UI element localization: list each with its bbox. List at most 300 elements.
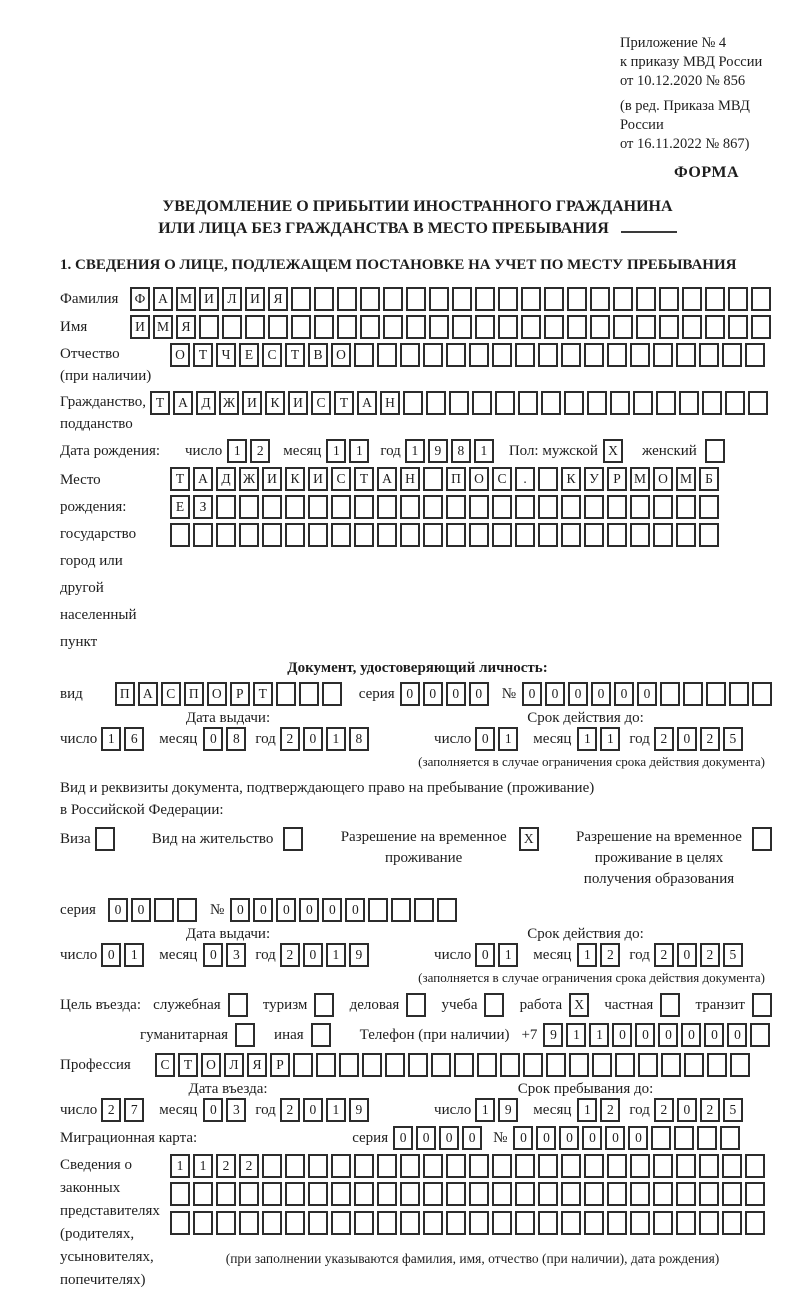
char-cell: С	[311, 391, 331, 415]
char-cell: И	[288, 391, 308, 415]
title-blank-line	[621, 231, 677, 233]
char-cell	[751, 315, 771, 339]
phone-label: Телефон (при наличии)	[359, 1027, 510, 1043]
purpose-transit-checkbox	[752, 993, 775, 1017]
char-cell	[653, 523, 673, 547]
char-cell	[469, 1211, 489, 1235]
citizenship-label-line2: подданство	[60, 416, 133, 432]
residence-doc-intro2: в Российской Федерации:	[60, 802, 224, 818]
char-cell: 0	[522, 682, 542, 706]
char-cell: 0	[203, 943, 223, 967]
char-cell	[283, 827, 303, 851]
char-cell	[285, 1154, 305, 1178]
char-cell: 0	[536, 1126, 556, 1150]
char-cell	[222, 315, 242, 339]
char-cell: М	[153, 315, 173, 339]
char-cell: П	[446, 467, 466, 491]
birth-place-label-line4: населенный пункт	[60, 607, 137, 650]
char-cell	[446, 1154, 466, 1178]
char-cell: П	[115, 682, 135, 706]
birth-place-cells-row2	[170, 495, 722, 519]
char-cell: 2	[600, 943, 620, 967]
char-cell	[498, 287, 518, 311]
char-cell: 0	[681, 1023, 701, 1047]
char-cell: 8	[349, 727, 369, 751]
char-cell	[752, 682, 772, 706]
char-cell	[437, 898, 457, 922]
char-cell: А	[377, 467, 397, 491]
char-cell: 0	[677, 1098, 697, 1122]
residence-permit-checkbox	[283, 827, 306, 851]
char-cell: 6	[124, 727, 144, 751]
stay-until-date	[434, 1098, 746, 1122]
char-cell: О	[170, 343, 190, 367]
day-label: число	[60, 1102, 98, 1118]
amendment-block	[620, 97, 775, 154]
char-cell	[314, 993, 334, 1017]
char-cell	[337, 287, 357, 311]
temp-residence-permit-label: Разрешение на временное проживание	[340, 829, 507, 866]
char-cell: Т	[253, 682, 273, 706]
char-cell: 0	[439, 1126, 459, 1150]
char-cell	[705, 315, 725, 339]
issue-day-cells	[101, 727, 147, 751]
char-cell	[431, 1053, 451, 1077]
char-cell: 0	[658, 1023, 678, 1047]
sex-female-label: женский	[641, 443, 697, 459]
char-cell: 2	[101, 1098, 121, 1122]
char-cell: Т	[170, 467, 190, 491]
char-cell	[676, 1154, 696, 1178]
char-cell: 0	[276, 898, 296, 922]
char-cell	[454, 1053, 474, 1077]
char-cell: Я	[247, 1053, 267, 1077]
year-label: год	[255, 1102, 276, 1118]
char-cell	[452, 287, 472, 311]
char-cell	[322, 682, 342, 706]
char-cell: Н	[400, 467, 420, 491]
char-cell	[615, 1053, 635, 1077]
char-cell	[697, 1126, 717, 1150]
citizenship-label-line1: Гражданство,	[60, 394, 147, 410]
char-cell: 1	[589, 1023, 609, 1047]
char-cell: И	[199, 287, 219, 311]
char-cell	[729, 682, 749, 706]
char-cell	[651, 1126, 671, 1150]
expiry-year-cells	[654, 943, 746, 967]
char-cell: 9	[349, 1098, 369, 1122]
char-cell: 2	[250, 439, 270, 463]
char-cell: 2	[280, 943, 300, 967]
char-cell	[702, 391, 722, 415]
issue-year-cells	[280, 727, 372, 751]
char-cell: А	[138, 682, 158, 706]
char-cell	[500, 1053, 520, 1077]
char-cell: Б	[699, 467, 719, 491]
expiry-day-cells	[475, 943, 521, 967]
char-cell: 0	[462, 1126, 482, 1150]
char-cell	[354, 1211, 374, 1235]
char-cell: 0	[203, 727, 223, 751]
purpose-tourism-checkbox	[314, 993, 337, 1017]
char-cell	[613, 287, 633, 311]
char-cell	[699, 343, 719, 367]
char-cell: О	[201, 1053, 221, 1077]
char-cell	[469, 523, 489, 547]
char-cell: 1	[566, 1023, 586, 1047]
representatives-cells-row2	[170, 1182, 768, 1206]
char-cell: С	[331, 467, 351, 491]
char-cell	[492, 1154, 512, 1178]
char-cell	[515, 495, 535, 519]
char-cell	[538, 1182, 558, 1206]
char-cell	[564, 391, 584, 415]
char-cell: О	[653, 467, 673, 491]
expiry-month-cells	[577, 727, 623, 751]
birth-month-cells	[326, 439, 372, 463]
char-cell	[676, 343, 696, 367]
year-label: год	[380, 443, 401, 459]
residence-doc-dates-row	[60, 943, 775, 967]
char-cell	[745, 1154, 765, 1178]
stay-year-cells	[654, 1098, 746, 1122]
char-cell	[584, 343, 604, 367]
char-cell	[676, 1182, 696, 1206]
char-cell	[331, 1154, 351, 1178]
char-cell	[423, 343, 443, 367]
char-cell: 5	[723, 727, 743, 751]
char-cell: 5	[723, 943, 743, 967]
purpose-humanitarian-checkbox	[235, 1023, 258, 1047]
char-cell	[706, 682, 726, 706]
migration-series-cells	[393, 1126, 485, 1150]
phone-cells	[543, 1023, 773, 1047]
char-cell	[630, 495, 650, 519]
char-cell	[446, 343, 466, 367]
amendment-line: (в ред. Приказа МВД России	[620, 98, 750, 133]
char-cell: С	[262, 343, 282, 367]
char-cell	[561, 495, 581, 519]
stay-until-heading: Срок пребывания до:	[517, 1081, 654, 1097]
char-cell	[216, 1182, 236, 1206]
residence-doc-note: (заполняется в случае ограничения срока действия документа)	[418, 970, 765, 985]
char-cell	[423, 1154, 443, 1178]
char-cell	[607, 343, 627, 367]
char-cell	[515, 1182, 535, 1206]
appendix-line: от 10.12.2020 № 856	[620, 73, 746, 89]
char-cell	[561, 1211, 581, 1235]
char-cell	[745, 343, 765, 367]
char-cell: 1	[326, 943, 346, 967]
char-cell	[377, 1211, 397, 1235]
char-cell	[752, 827, 772, 851]
title-line2: ИЛИ ЛИЦА БЕЗ ГРАЖДАНСТВА В МЕСТО ПРЕБЫВАНИЯ	[158, 220, 609, 237]
char-cell: О	[469, 467, 489, 491]
char-cell	[193, 523, 213, 547]
char-cell	[308, 495, 328, 519]
doc-type-cells	[115, 682, 345, 706]
char-cell	[446, 1211, 466, 1235]
appendix-line: Приложение № 4	[620, 35, 727, 51]
expiry-date-heading: Срок действия до:	[527, 710, 644, 726]
char-cell: 0	[108, 898, 128, 922]
char-cell: 0	[423, 682, 443, 706]
char-cell	[607, 1154, 627, 1178]
sex-male-label: Пол: мужской	[508, 443, 598, 459]
residence-series-cells	[108, 898, 200, 922]
char-cell: 0	[582, 1126, 602, 1150]
purpose-option-other: иная	[274, 1023, 334, 1047]
expiry-month-cells	[577, 943, 623, 967]
amendment-line: от 16.11.2022 № 867)	[620, 136, 750, 152]
profession-label: Профессия	[60, 1057, 131, 1073]
char-cell	[406, 315, 426, 339]
char-cell: 0	[677, 727, 697, 751]
char-cell	[472, 391, 492, 415]
char-cell	[498, 315, 518, 339]
char-cell: Д	[216, 467, 236, 491]
given-name-cells	[130, 315, 774, 339]
char-cell	[653, 495, 673, 519]
document-title	[60, 196, 775, 240]
char-cell	[400, 495, 420, 519]
char-cell	[400, 1154, 420, 1178]
char-cell: 0	[303, 1098, 323, 1122]
year-label: год	[629, 1102, 650, 1118]
char-cell	[633, 391, 653, 415]
migration-card-row	[60, 1126, 775, 1150]
issue-month-cells	[203, 727, 249, 751]
title-line1: УВЕДОМЛЕНИЕ О ПРИБЫТИИ ИНОСТРАННОГО ГРАЖДАНИНА	[162, 198, 673, 215]
char-cell	[587, 391, 607, 415]
purpose-option-private: частная	[604, 993, 683, 1017]
char-cell: 2	[239, 1154, 259, 1178]
char-cell: И	[242, 391, 262, 415]
year-label: год	[629, 731, 650, 747]
birth-place-label	[60, 467, 170, 656]
char-cell	[469, 1154, 489, 1178]
char-cell: 2	[600, 1098, 620, 1122]
char-cell	[538, 523, 558, 547]
char-cell: .	[515, 467, 535, 491]
char-cell	[728, 315, 748, 339]
char-cell	[400, 523, 420, 547]
char-cell: 2	[216, 1154, 236, 1178]
char-cell	[154, 898, 174, 922]
char-cell	[699, 495, 719, 519]
char-cell: 1	[326, 1098, 346, 1122]
char-cell	[339, 1053, 359, 1077]
char-cell: X	[603, 439, 623, 463]
visa-label: Виза	[60, 831, 91, 847]
char-cell	[728, 287, 748, 311]
char-cell	[722, 343, 742, 367]
char-cell	[308, 1182, 328, 1206]
char-cell: 0	[131, 898, 151, 922]
char-cell	[630, 343, 650, 367]
birth-place-label-line2: государство	[60, 526, 137, 542]
char-cell: 0	[605, 1126, 625, 1150]
char-cell: К	[561, 467, 581, 491]
char-cell	[400, 343, 420, 367]
char-cell	[331, 495, 351, 519]
identity-doc-heading: Документ, удостоверяющий личность:	[287, 660, 548, 676]
char-cell	[331, 1182, 351, 1206]
char-cell	[676, 495, 696, 519]
char-cell: С	[492, 467, 512, 491]
char-cell	[377, 343, 397, 367]
char-cell: 0	[591, 682, 611, 706]
patronymic-row	[60, 343, 775, 387]
char-cell	[285, 1182, 305, 1206]
char-cell	[216, 523, 236, 547]
representatives-cells-row3	[170, 1211, 768, 1235]
char-cell	[592, 1053, 612, 1077]
char-cell	[653, 1154, 673, 1178]
char-cell	[216, 495, 236, 519]
char-cell: Т	[334, 391, 354, 415]
char-cell	[360, 315, 380, 339]
char-cell: 1	[124, 943, 144, 967]
char-cell	[720, 1126, 740, 1150]
char-cell	[262, 523, 282, 547]
char-cell: 0	[446, 682, 466, 706]
char-cell	[239, 1211, 259, 1235]
purpose-study-checkbox	[484, 993, 507, 1017]
purpose-work-checkbox	[569, 993, 592, 1017]
char-cell	[262, 1154, 282, 1178]
stay-day-cells	[475, 1098, 521, 1122]
purpose-option-work: работа X	[520, 993, 593, 1017]
char-cell	[684, 1053, 704, 1077]
char-cell: 0	[559, 1126, 579, 1150]
char-cell	[446, 495, 466, 519]
purpose-option-humanitarian: гуманитарная	[140, 1023, 258, 1047]
char-cell	[262, 495, 282, 519]
month-label: месяц	[533, 731, 572, 747]
char-cell	[745, 1211, 765, 1235]
char-cell: Ч	[216, 343, 236, 367]
month-label: месяц	[533, 947, 572, 963]
issue-date-heading: Дата выдачи:	[185, 710, 271, 726]
char-cell	[262, 1182, 282, 1206]
char-cell	[656, 391, 676, 415]
char-cell: И	[308, 467, 328, 491]
char-cell	[239, 1182, 259, 1206]
issue-day-cells	[101, 943, 147, 967]
month-label: месяц	[159, 731, 198, 747]
char-cell	[607, 1211, 627, 1235]
char-cell	[385, 1053, 405, 1077]
char-cell: 1	[577, 1098, 597, 1122]
char-cell: 1	[498, 943, 518, 967]
char-cell	[722, 1182, 742, 1206]
char-cell: 0	[469, 682, 489, 706]
surname-label: Фамилия	[60, 291, 119, 307]
char-cell: У	[584, 467, 604, 491]
month-label: месяц	[283, 443, 322, 459]
char-cell	[751, 287, 771, 311]
month-label: месяц	[159, 947, 198, 963]
char-cell	[638, 1053, 658, 1077]
char-cell	[235, 1023, 255, 1047]
char-cell	[676, 523, 696, 547]
char-cell	[469, 495, 489, 519]
residence-issue-date	[60, 943, 372, 967]
char-cell	[429, 287, 449, 311]
char-cell	[354, 1154, 374, 1178]
char-cell	[699, 1182, 719, 1206]
char-cell: Р	[270, 1053, 290, 1077]
char-cell	[170, 1182, 190, 1206]
char-cell: Т	[150, 391, 170, 415]
char-cell: 9	[349, 943, 369, 967]
char-cell	[546, 1053, 566, 1077]
entry-day-cells	[101, 1098, 147, 1122]
identity-doc-date-headings	[60, 710, 775, 727]
char-cell: 0	[513, 1126, 533, 1150]
char-cell	[590, 287, 610, 311]
char-cell	[750, 1023, 770, 1047]
phone-prefix: +7	[521, 1027, 538, 1043]
char-cell	[722, 1211, 742, 1235]
char-cell	[446, 1182, 466, 1206]
char-cell: 0	[475, 943, 495, 967]
char-cell	[521, 315, 541, 339]
char-cell	[561, 523, 581, 547]
char-cell: 2	[654, 1098, 674, 1122]
residence-doc-intro1: Вид и реквизиты документа, подтверждающего право на пребывание (проживание)	[60, 780, 595, 796]
char-cell	[660, 682, 680, 706]
char-cell: 1	[475, 1098, 495, 1122]
char-cell: 0	[303, 943, 323, 967]
char-cell	[331, 1211, 351, 1235]
char-cell	[308, 1154, 328, 1178]
citizenship-row	[60, 391, 775, 435]
number-label: №	[501, 686, 516, 702]
issue-month-cells	[203, 943, 249, 967]
char-cell	[682, 287, 702, 311]
purpose-official-checkbox	[228, 993, 251, 1017]
representatives-note: (при заполнении указываются фамилия, имя, отчество (при наличии), дата рождения)	[225, 1251, 720, 1266]
year-label: год	[255, 947, 276, 963]
char-cell	[245, 315, 265, 339]
char-cell	[584, 523, 604, 547]
char-cell	[354, 495, 374, 519]
char-cell	[429, 315, 449, 339]
expiry-day-cells	[475, 727, 521, 751]
char-cell: X	[519, 827, 539, 851]
char-cell	[337, 315, 357, 339]
representatives-cells-block	[170, 1154, 775, 1267]
char-cell	[403, 391, 423, 415]
char-cell: 1	[193, 1154, 213, 1178]
day-label: число	[185, 443, 223, 459]
identity-expiry-date	[434, 727, 746, 751]
series-label: серия	[352, 1130, 389, 1146]
char-cell	[316, 1053, 336, 1077]
char-cell: X	[569, 993, 589, 1017]
char-cell	[630, 1211, 650, 1235]
char-cell	[216, 1211, 236, 1235]
number-label: №	[493, 1130, 508, 1146]
day-label: число	[60, 731, 98, 747]
char-cell: 0	[475, 727, 495, 751]
form-label: ФОРМА	[673, 164, 739, 181]
char-cell: 1	[405, 439, 425, 463]
char-cell: М	[630, 467, 650, 491]
char-cell: 9	[543, 1023, 563, 1047]
